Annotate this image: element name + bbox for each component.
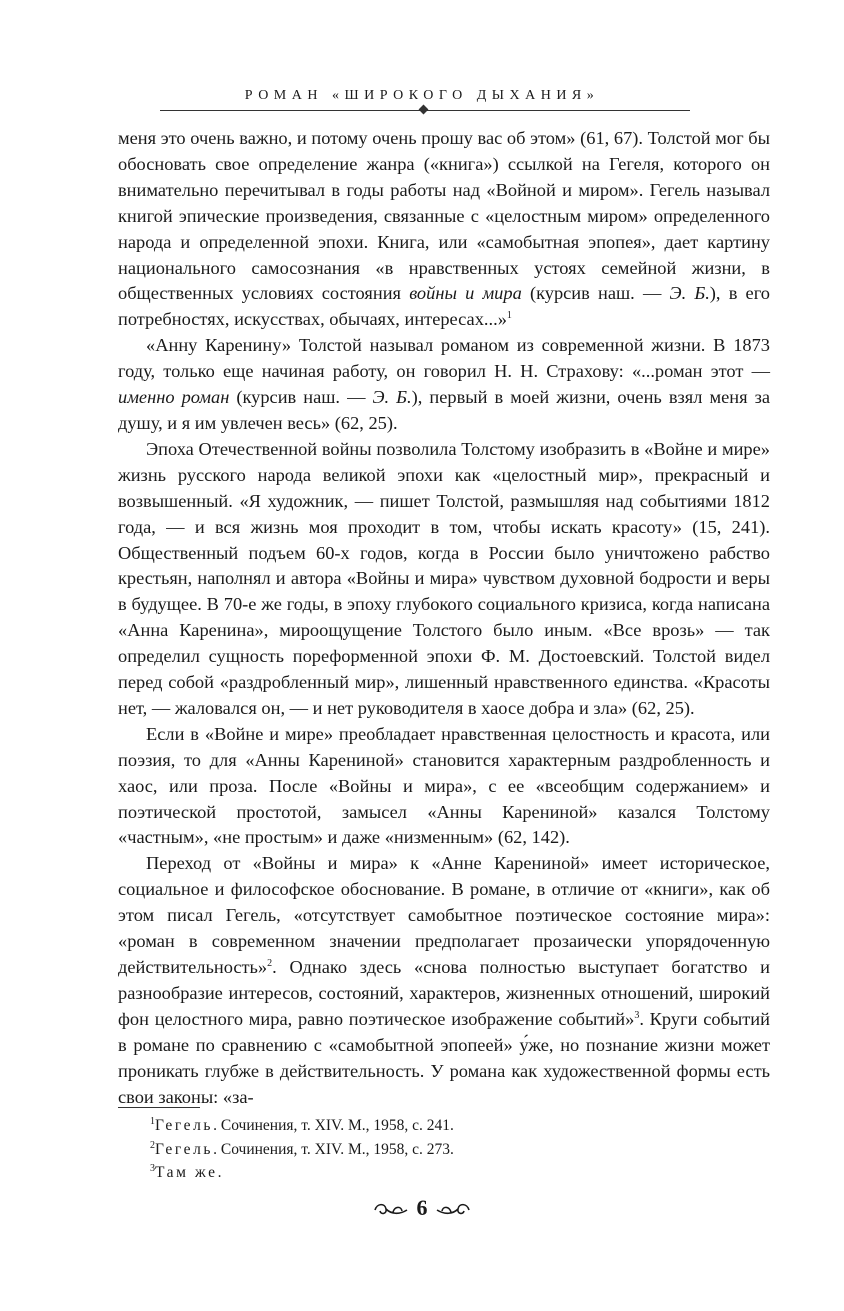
flourish-right-icon: [433, 1200, 473, 1220]
italic-run: Э. Б.: [669, 283, 710, 304]
footnote: [150, 1114, 750, 1138]
footnote-text: . Сочинения, т. XIV. М., 1958, с. 241.: [213, 1117, 454, 1134]
paragraph-1: [118, 126, 770, 333]
italic-run: именно роман: [118, 387, 230, 408]
italic-run: войны и мира: [409, 283, 522, 304]
page-number: 6: [416, 1195, 428, 1220]
footnote-ref-3: 3: [634, 1009, 640, 1021]
text-run: «Анну Каренину» Толстой называл романом из современной жизни. В 1873 году, только еще начиная работу, он говорил Н. Н. Страхову: «...роман этот —: [118, 335, 770, 382]
text-run: . Круги событий в романе по сравнению с «самобытной эпопеей» у́же, но познание жизни может проникать глубже в действительность. У романа как художественной формы есть свои законы: «за-: [118, 1008, 770, 1107]
text-run: ), первый в моей жизни, очень взял меня за душу, и я им увлечен весь» (62, 25).: [118, 387, 771, 433]
footnote-author: Гегель: [155, 1140, 214, 1158]
footnote-number: 1: [150, 1115, 155, 1127]
diamond-ornament-icon: [419, 105, 429, 115]
footnote-ref-2: 2: [267, 957, 273, 969]
paragraph-2: [118, 333, 770, 437]
text-run: . Однако здесь «снова полностью выступает богатство и разнообразие интересов, состояний, характеров, жизненных отношений, широкий фон целостного мира, равно поэтическое изображение событий»: [118, 957, 770, 1029]
footnote-author: Там же: [155, 1164, 218, 1181]
footnote-number: 3: [150, 1162, 155, 1174]
footnote-author: Гегель: [155, 1117, 214, 1134]
running-head: РОМАН «ШИРОКОГО ДЫХАНИЯ»: [244, 88, 600, 103]
footnote: [150, 1138, 750, 1162]
italic-run: Э. Б.: [372, 387, 412, 408]
text-run: меня это очень важно, и потому очень прошу вас об этом» (61, 67). Толстой мог бы обосновать свое определение жанра («книга») ссылкой на Гегеля, которого он внимательно перечитывал в годы работы над «Войной и миром». Гегель называл книгой эпические произведения, связанные с «целостным миром» определенного народа и определенной эпохи. Книга, или «самобытная эпопея», дает картину национального самосознания «в нравственных устоях семейной жизни, в общественных условиях состояния: [118, 128, 770, 304]
paragraph-5: [118, 851, 770, 1110]
footnote-ref-1: 1: [506, 310, 512, 322]
footnote-number: 2: [150, 1139, 155, 1151]
footnote-text: . Сочинения, т. XIV. М., 1958, с. 273.: [213, 1140, 454, 1158]
flourish-left-icon: [371, 1200, 411, 1220]
footnote-text: .: [217, 1164, 222, 1181]
paragraph-4: Если в «Войне и мире» преобладает нравственная целостность и красота, или поэзия, то для «Анны Карениной» становится характерным раздробленность и хаос, или проза. После «Войны и мира», с ее «всеобщим содержанием» и поэтической простотой, замысел «Анны Карениной» казался Толстому «частным», «не простым» и даже «низменным» (62, 142).: [118, 723, 770, 848]
footnote-rule: [118, 1107, 200, 1108]
text-run: (курсив наш. —: [229, 387, 373, 408]
paragraph-3: Эпоха Отечественной войны позволила Толстому изобразить в «Войне и мире» жизнь русского народа великой эпохи как «целостный мир», прекрасный и возвышенный. «Я художник, — пишет Толстой, размышляя над событиями 1812 года, — и вся жизнь моя проходит в том, чтобы искать красоту» (15, 241). Общественный подъем 60-х годов, когда в России было уничтожено рабство крестьян, наполнял и автора «Войны и мира» чувством духовной бодрости и веры в будущее. В 70-е же годы, в эпоху глубокого социального кризиса, когда написана «Анна Каренина», мироощущение Толстого было иным. «Все врозь» — так определил сущность пореформенной эпохи Ф. М. Достоевский. Толстой видел перед собой «раздробленный мир», лишенный нравственного единства. «Красоты нет, — жаловался он, — и нет руководителя в хаосе добра и зла» (62, 25).: [118, 438, 770, 718]
page-number-block: [0, 1195, 844, 1221]
text-run: Переход от «Войны и мира» к «Анне Карениной» имеет историческое, социальное и философское обоснование. В романе, в отличие от «книги», как об этом писал Гегель, «отсутствует самобытное поэтическое состояние мира»: «роман в современном значении предполагает прозаически упорядоченную действительность»: [118, 853, 770, 977]
text-run: (курсив наш. —: [521, 283, 670, 304]
footnotes: [150, 1114, 750, 1185]
text-run: ), в его потребностях, искусствах, обычаях, интересах...»: [118, 283, 771, 330]
footnote: [150, 1161, 750, 1185]
body-text: [118, 126, 770, 1110]
